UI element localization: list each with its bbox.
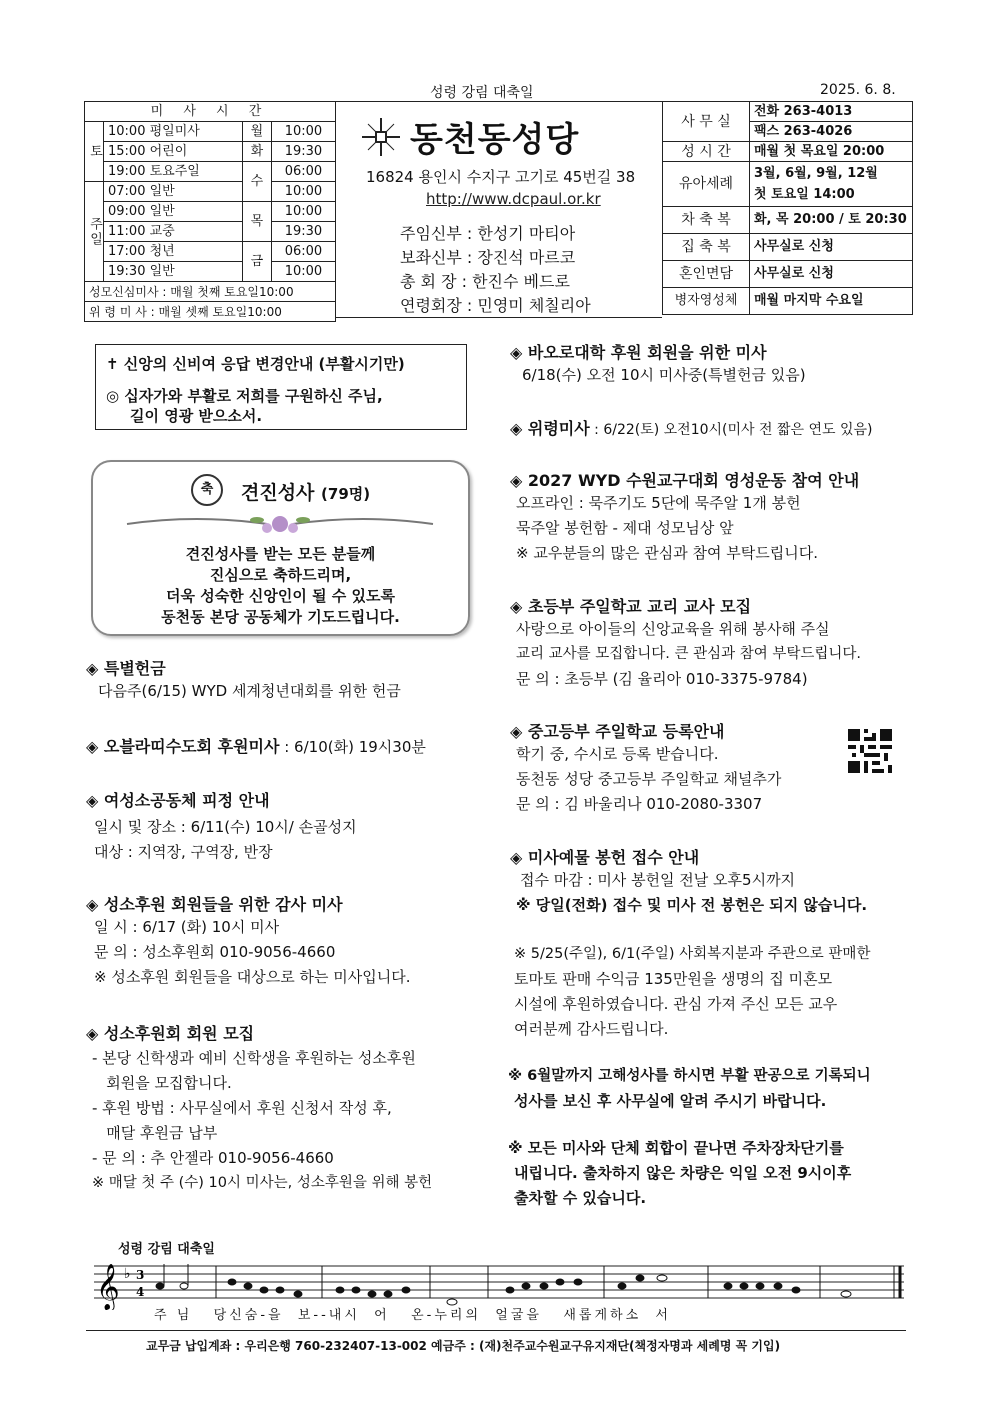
section-line: - 본당 신학생과 예비 신학생을 후원하는 성소후원 [92, 1049, 416, 1067]
feast-title: 성령 강림 대축일 [430, 85, 534, 101]
mass-row: 10:00 평일미사 [104, 122, 243, 142]
weekday-time: 10:00 [271, 122, 335, 142]
mass-row: 17:00 청년 [104, 242, 243, 262]
info-value: 매월 첫 목요일 20:00 [750, 142, 913, 162]
info-value: 팩스 263-4026 [750, 122, 913, 142]
section-line: 사랑으로 아이들의 신앙교육을 위해 봉사해 주실 [516, 620, 830, 638]
mass-times-title: 미 사 시 간 [85, 102, 336, 122]
info-label: 유아세례 [663, 162, 750, 207]
info-label: 집 축 복 [663, 234, 750, 261]
music-lyrics: 주 님 당신숨-을 보--내시 어 온-누리의 얼굴을 새롭게하소 서 [154, 1308, 671, 1323]
music-staff [88, 1256, 908, 1310]
note-head [636, 1275, 644, 1281]
mass-row: 19:00 토요주일 [104, 162, 243, 182]
right-section [510, 719, 840, 817]
mass-row: 07:00 일반 [104, 182, 243, 202]
confirmation-message [93, 544, 468, 628]
section-line: 접수 마감 : 미사 봉헌일 전날 오후5시까지 [520, 871, 796, 889]
note-head [522, 1283, 530, 1289]
right-section [510, 416, 915, 439]
staff-line: 연령회장 : 민영미 체칠리아 [400, 296, 591, 315]
weekday-time: 19:30 [271, 222, 335, 242]
weekday-label: 화 [242, 142, 271, 162]
mass-row: 15:00 어린이 [104, 142, 243, 162]
section-line: - 후원 방법 : 사무실에서 후원 신청서 작성 후, [92, 1099, 392, 1117]
info-value: 화, 목 20:00 / 토 20:30 [750, 207, 913, 234]
info-value: 3월, 6월, 9월, 12월 [754, 166, 878, 181]
note-line: 출차할 수 있습니다. [514, 1189, 647, 1207]
weekday-time: 06:00 [271, 242, 335, 262]
section-title: ◈ 성소후원 회원들을 위한 감사 미사 [86, 895, 343, 914]
section-line: 문 의 : 김 바울리나 010-2080-3307 [516, 795, 763, 813]
note-head [228, 1279, 236, 1285]
notice-title: ✝ 신앙의 신비여 응답 변경안내 (부활시기만) [106, 355, 405, 373]
extra-mass-2: 위 령 미 사 : 매월 셋째 토요일10:00 [85, 302, 336, 322]
section-line: 문 의 : 초등부 (김 율리아 010-3375-9784) [516, 670, 808, 688]
notice-line: ◎ 십자가와 부활로 저희를 구원하신 주님, [106, 387, 383, 405]
confirmation-title-text: 견진성사 [241, 482, 315, 504]
note-head [618, 1283, 626, 1289]
qr-code-icon[interactable] [848, 729, 892, 773]
staff-list [400, 222, 591, 318]
section-line: 다음주(6/15) WYD 세계청년대회를 위한 헌금 [98, 682, 401, 700]
note-head [506, 1287, 514, 1293]
left-section [86, 892, 486, 990]
mass-row: 19:30 일반 [104, 262, 243, 282]
note-head [402, 1287, 410, 1293]
section-title: ◈ 바오로대학 후원 회원을 위한 미사 [510, 343, 767, 362]
confirmation-box [91, 460, 470, 636]
footer-account: 교무금 납입계좌 : 우리은행 760-232407-13-002 예금주 : (재)천주교수원교구유지재단(책정자명과 세례명 꼭 기입) [146, 1339, 781, 1353]
weekday-label: 목 [242, 202, 271, 242]
section-bold-line: ※ 당일(전화) 접수 및 미사 전 봉헌은 되지 않습니다. [516, 896, 868, 914]
info-label: 차 축 복 [663, 207, 750, 234]
section-line: 회원을 모집합니다. [92, 1074, 232, 1092]
confirmation-line: 더욱 성숙한 신앙인이 될 수 있도록 [166, 587, 395, 605]
notice-box [95, 344, 467, 430]
weekday-time: 10:00 [271, 262, 335, 282]
note-head [294, 1291, 302, 1297]
section-title: ◈ 미사예물 봉헌 접수 안내 [510, 848, 700, 867]
confirmation-line: 동천동 본당 공동체가 기도드립니다. [161, 608, 400, 626]
weekday-time: 10:00 [271, 182, 335, 202]
section-line: 학기 중, 수시로 등록 받습니다. [516, 745, 719, 763]
section-inline: : 6/10(화) 19시30분 [279, 738, 426, 756]
left-section [86, 1021, 491, 1196]
note-head [260, 1287, 268, 1293]
confirmation-line: 견진성사를 받는 모든 분들께 [185, 545, 376, 563]
note-head [556, 1279, 564, 1285]
section-title: ◈ 위령미사 [510, 419, 590, 438]
section-line: 오프라인 : 묵주기도 5단에 묵주알 1개 봉헌 [516, 494, 801, 512]
note-head [156, 1283, 164, 1289]
note-line: 내립니다. 출차하지 않은 차량은 익일 오전 9시이후 [514, 1164, 852, 1182]
info-value: 매월 마지막 수요일 [750, 288, 913, 315]
note-line: 토마토 판매 수익금 135만원을 생명의 집 미혼모 [514, 970, 833, 988]
church-name: 동천동성당 [410, 120, 580, 160]
church-address: 16824 용인시 수지구 고기로 45번길 38 [366, 168, 636, 186]
section-line: - 문 의 : 추 안젤라 010-9056-4660 [92, 1149, 334, 1167]
info-value: 전화 263-4013 [750, 102, 913, 122]
info-label: 혼인면담 [663, 261, 750, 288]
note-head [756, 1283, 764, 1289]
extra-mass-1: 성모신심미사 : 매월 첫째 토요일10:00 [85, 282, 336, 302]
note-head [740, 1283, 748, 1289]
confession-note [508, 1064, 918, 1114]
weekday-time: 06:00 [271, 162, 335, 182]
note-line: 성사를 보신 후 사무실에 알려 주시기 바랍니다. [514, 1092, 827, 1110]
note-head [724, 1283, 732, 1289]
section-title: ◈ 오블라띠수도회 후원미사 [86, 737, 280, 756]
confirmation-count: (79명) [321, 485, 371, 503]
info-label: 병자영성체 [663, 288, 750, 315]
note-head [368, 1291, 376, 1297]
footer-divider [86, 1330, 906, 1331]
info-value: 첫 토요일 14:00 [754, 187, 855, 202]
time-signature-top: 3 [136, 1268, 145, 1282]
section-line: 대상 : 지역장, 구역장, 반장 [94, 843, 273, 861]
notice-line: 길이 영광 받으소서. [130, 407, 263, 425]
note-head [352, 1287, 360, 1293]
celebration-badge-icon: 축 [191, 474, 223, 506]
left-section [86, 788, 486, 865]
mass-times-table [84, 101, 336, 322]
note-head [244, 1283, 252, 1289]
note-head [384, 1291, 392, 1297]
church-url-link[interactable]: http://www.dcpaul.or.kr [426, 190, 601, 208]
note-line: ※ 6월말까지 고해성사를 하시면 부활 판공으로 기록되니 [508, 1068, 871, 1084]
info-value: 사무실로 신청 [750, 261, 913, 288]
staff-line: 주임신부 : 한성기 마티아 [400, 224, 576, 243]
note-head [540, 1283, 548, 1289]
cross-logo-icon [360, 116, 402, 158]
note-head [774, 1283, 782, 1289]
section-line: ※ 교우분들의 많은 관심과 참여 부탁드립니다. [516, 544, 818, 562]
note-head [180, 1283, 188, 1289]
info-table [662, 101, 913, 315]
right-section [510, 845, 920, 918]
mass-row: 11:00 교중 [104, 222, 243, 242]
section-line: 동천동 성당 중고등부 주일학교 채널추가 [516, 770, 782, 788]
note-head [574, 1279, 582, 1285]
music-notes [156, 1264, 900, 1305]
section-line: 문 의 : 성소후원회 010-9056-4660 [94, 943, 336, 961]
note-line: 여러분께 감사드립니다. [514, 1020, 669, 1038]
section-inline: : 6/22(토) 오전10시(미사 전 짧은 연도 있음) [589, 422, 873, 438]
flat-sign-icon: ♭ [124, 1266, 131, 1282]
note-head [841, 1291, 851, 1297]
confirmation-line: 진심으로 축하드리며, [209, 566, 352, 584]
section-title: ◈ 초등부 주일학교 교리 교사 모집 [510, 597, 752, 616]
weekday-label: 수 [242, 162, 271, 202]
right-section [510, 594, 915, 692]
left-section [86, 734, 496, 757]
section-line: 묵주알 봉헌함 - 제대 성모님상 앞 [516, 519, 734, 537]
section-line: ※ 매달 첫 주 (수) 10시 미사는, 성소후원을 위해 봉헌 [92, 1175, 433, 1191]
note-head [792, 1287, 800, 1293]
confirmation-title [241, 478, 370, 505]
section-line: 일시 및 장소 : 6/11(수) 10시/ 손골성지 [94, 818, 357, 836]
mass-row: 09:00 일반 [104, 202, 243, 222]
bulletin-date: 2025. 6. 8. [820, 82, 896, 98]
parking-note [508, 1136, 918, 1211]
section-line: ※ 성소후원 회원들을 대상으로 하는 미사입니다. [94, 968, 411, 986]
note-line: ※ 모든 미사와 단체 회합이 끝나면 주차장차단기를 [508, 1139, 844, 1157]
church-block [336, 101, 662, 318]
info-value-multi [750, 162, 913, 207]
left-section [86, 656, 486, 704]
sun-label: 주일 [85, 182, 104, 282]
note-head [336, 1287, 344, 1293]
social-welfare-note [514, 942, 919, 1042]
time-signature-bottom: 4 [136, 1285, 145, 1299]
right-section [510, 468, 915, 566]
weekday-time: 19:30 [271, 142, 335, 162]
section-title: ◈ 성소후원회 회원 모집 [86, 1024, 255, 1043]
treble-clef-icon: 𝄞 [96, 1264, 120, 1310]
section-title: ◈ 2027 WYD 수원교구대회 영성운동 참여 안내 [510, 471, 860, 490]
staff-line: 보좌신부 : 장진석 마르코 [400, 248, 576, 267]
music-title: 성령 강림 대축일 [118, 1242, 215, 1257]
section-line: 교리 교사를 모집합니다. 큰 관심과 참여 부탁드립니다. [516, 646, 862, 662]
info-label: 사 무 실 [663, 102, 750, 142]
note-head [276, 1287, 284, 1293]
section-line: 일 시 : 6/17 (화) 10시 미사 [94, 918, 280, 936]
weekday-time: 10:00 [271, 202, 335, 222]
section-line: 매달 후원금 납부 [92, 1124, 218, 1142]
section-title: ◈ 중고등부 주일학교 등록안내 [510, 722, 725, 741]
note-line: 시설에 후원하였습니다. 관심 가져 주신 모든 교우 [514, 995, 838, 1013]
section-line: 6/18(수) 오전 10시 미사중(특별헌금 있음) [522, 366, 806, 384]
weekday-label: 월 [242, 122, 271, 142]
sat-label: 토 [85, 122, 104, 182]
section-title: ◈ 특별헌금 [86, 659, 166, 678]
info-value: 사무실로 신청 [750, 234, 913, 261]
staff-line: 총 회 장 : 한진수 베드로 [400, 272, 570, 291]
section-title: ◈ 여성소공동체 피정 안내 [86, 791, 270, 810]
right-section [510, 340, 915, 388]
flower-divider-icon [117, 510, 443, 538]
note-line: ※ 5/25(주일), 6/1(주일) 사회복지분과 주관으로 판매한 [514, 946, 871, 962]
note-head [657, 1275, 667, 1281]
weekday-label: 금 [242, 242, 271, 282]
info-label: 성 시 간 [663, 142, 750, 162]
